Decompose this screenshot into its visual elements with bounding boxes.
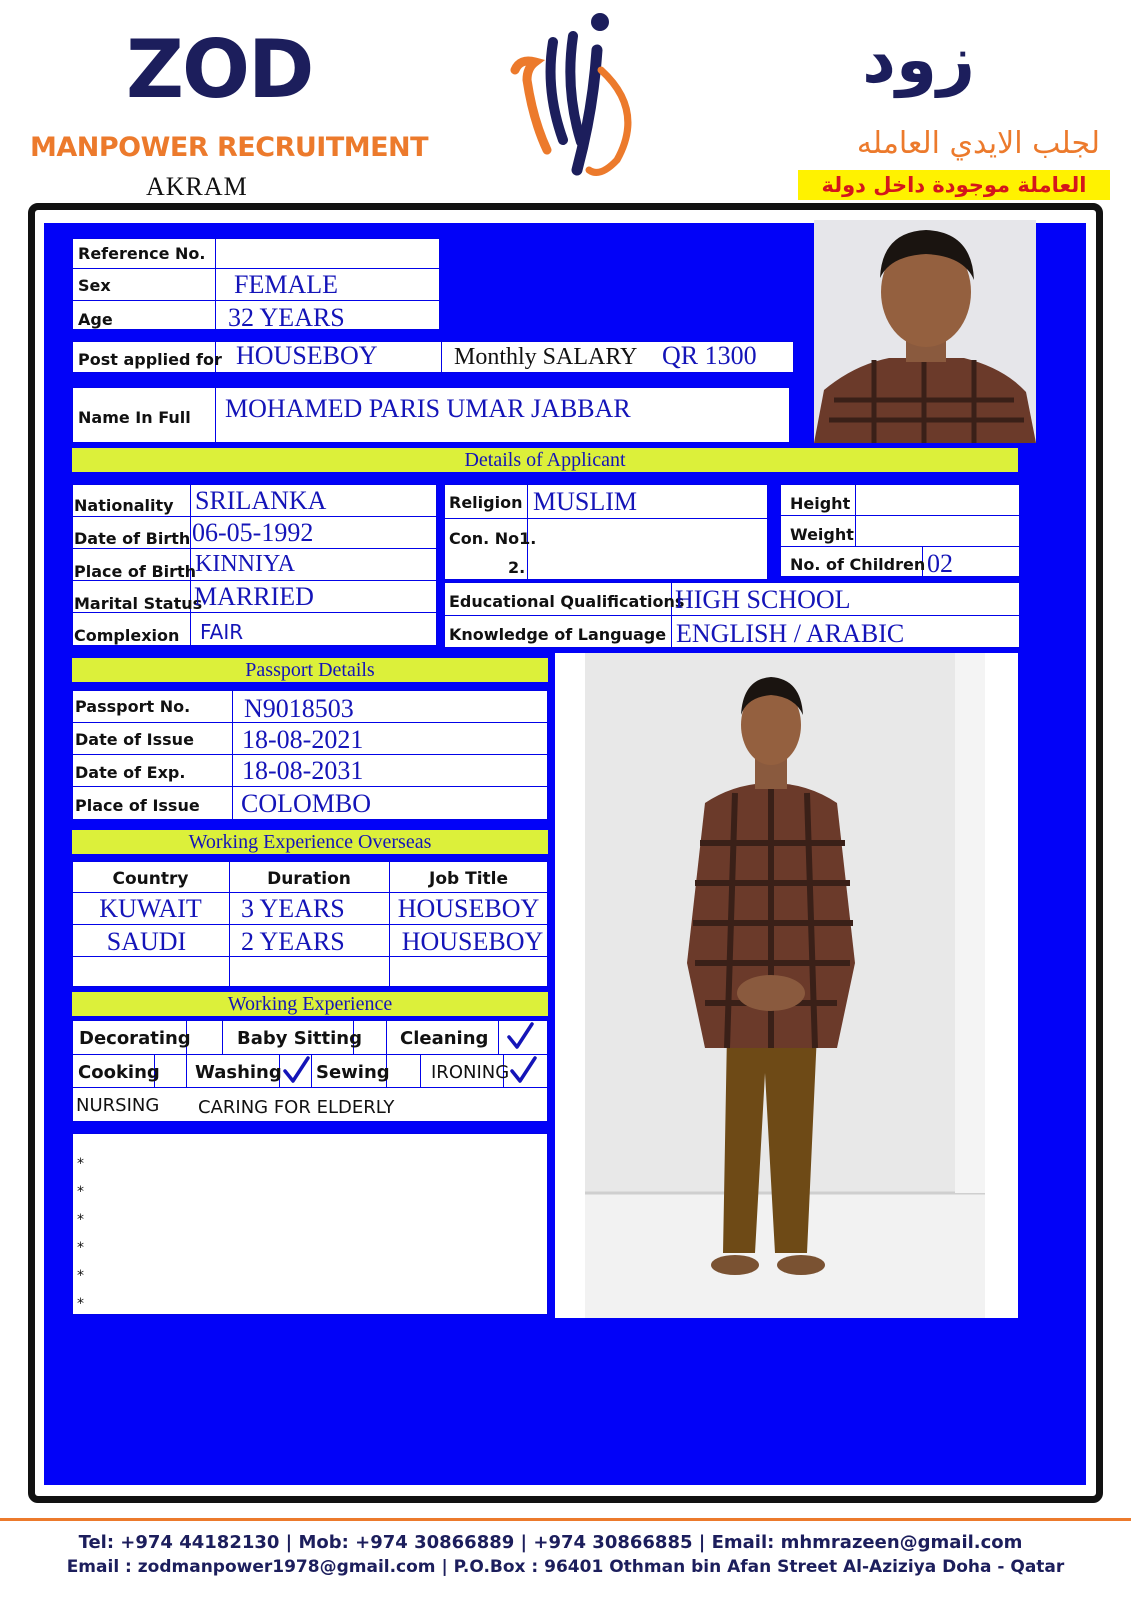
name-label: Name In Full	[78, 408, 191, 427]
applicant-portrait-photo	[814, 220, 1036, 443]
religion-value: MUSLIM	[533, 487, 638, 516]
education-value: HIGH SCHOOL	[675, 585, 851, 614]
arabic-availability-notice: العاملة موجودة داخل دولة	[798, 170, 1110, 200]
overseas-row1-country: KUWAIT	[99, 894, 202, 923]
passport-no-label: Passport No.	[75, 697, 191, 716]
post-value: HOUSEBOY	[236, 341, 378, 370]
skill-cleaning: Cleaning	[400, 1028, 489, 1049]
overseas-header-duration: Duration	[267, 869, 351, 889]
footer-address-line: Email : zodmanpower1978@gmail.com | P.O.Box : 96401 Othman bin Afan Street Al-Aziziya Doha - Qatar	[66, 1557, 1065, 1577]
salary-label: Monthly SALARY	[454, 344, 638, 370]
applicant-full-photo	[555, 653, 1018, 1318]
overseas-row2-job: HOUSEBOY	[401, 927, 544, 956]
note-item: *	[77, 1296, 84, 1312]
pob-value: KINNIYA	[195, 551, 295, 577]
religion-label: Religion	[449, 493, 523, 512]
skill-washing: Washing	[195, 1062, 282, 1083]
sex-label: Sex	[78, 276, 111, 295]
cleaning-check-icon	[506, 1022, 534, 1050]
height-label: Height	[790, 494, 851, 513]
footer-divider	[0, 1518, 1131, 1521]
note-item: *	[77, 1156, 84, 1172]
contact1-label: Con. No1.	[449, 529, 537, 548]
expiry-date-value: 18-08-2031	[242, 756, 364, 785]
notes-box	[72, 1133, 548, 1315]
passport-section-title: Passport Details	[72, 658, 548, 682]
skill-baby-sitting: Baby Sitting	[237, 1028, 362, 1049]
note-item: *	[77, 1184, 84, 1200]
children-label: No. of Children	[790, 555, 926, 574]
skill-sewing: Sewing	[316, 1062, 390, 1083]
marital-label: Marital Status	[74, 594, 203, 613]
education-label: Educational Qualifications	[449, 592, 685, 611]
overseas-section-title: Working Experience Overseas	[72, 830, 548, 854]
expiry-date-label: Date of Exp.	[75, 763, 186, 782]
arabic-tagline: لجلب الايدي العامله	[856, 126, 1100, 161]
passport-no-value: N9018503	[244, 694, 354, 723]
note-item: *	[77, 1212, 84, 1228]
contact2-label: 2.	[508, 558, 526, 577]
note-item: *	[77, 1240, 84, 1256]
post-label: Post applied for	[78, 350, 222, 369]
sex-value: FEMALE	[234, 270, 338, 299]
language-value: ENGLISH / ARABIC	[676, 619, 905, 648]
age-label: Age	[78, 310, 113, 329]
weight-label: Weight	[790, 525, 854, 544]
pob-label: Place of Birth	[74, 562, 197, 581]
marital-value: MARRIED	[194, 582, 314, 611]
overseas-row1-duration: 3 YEARS	[241, 894, 345, 923]
issue-date-label: Date of Issue	[75, 730, 194, 749]
overseas-row2-duration: 2 YEARS	[241, 927, 345, 956]
washing-check-icon	[282, 1056, 310, 1084]
overseas-row1-job: HOUSEBOY	[397, 894, 540, 923]
experience-section-title: Working Experience	[72, 992, 548, 1016]
salary-value: QR 1300	[662, 341, 757, 370]
overseas-header-country: Country	[112, 869, 189, 889]
dob-label: Date of Birth	[74, 529, 191, 548]
name-value: MOHAMED PARIS UMAR JABBAR	[225, 394, 631, 423]
issue-place-label: Place of Issue	[75, 796, 200, 815]
children-value: 02	[927, 549, 953, 578]
complexion-value: FAIR	[200, 620, 244, 644]
dob-value: 06-05-1992	[192, 518, 314, 547]
age-value: 32 YEARS	[228, 303, 345, 332]
reference-label: Reference No.	[78, 244, 206, 263]
company-logo-text: ZOD	[126, 23, 313, 116]
skill-caring-elderly: CARING FOR ELDERLY	[198, 1097, 395, 1118]
nationality-label: Nationality	[74, 496, 174, 515]
skill-ironing: IRONING	[431, 1062, 510, 1083]
issue-date-value: 18-08-2021	[242, 725, 364, 754]
language-label: Knowledge of Language	[449, 625, 667, 644]
arabic-brand-logo: زود	[862, 21, 975, 98]
skill-decorating: Decorating	[79, 1028, 191, 1049]
overseas-row2-country: SAUDI	[106, 927, 187, 956]
skill-cooking: Cooking	[78, 1062, 160, 1083]
issue-place-value: COLOMBO	[241, 789, 372, 818]
skill-nursing: NURSING	[76, 1095, 160, 1116]
note-item: *	[77, 1268, 84, 1284]
brand-figure-icon	[505, 10, 645, 185]
overseas-header-job: Job Title	[429, 869, 508, 889]
details-section-title: Details of Applicant	[72, 448, 1018, 472]
ironing-check-icon	[509, 1056, 537, 1084]
agent-name: AKRAM	[146, 172, 248, 201]
complexion-label: Complexion	[74, 626, 180, 645]
footer-contact-line: Tel: +974 44182130 | Mob: +974 30866889 | +974 30866885 | Email: mhmrazeen@gmail.com	[78, 1532, 1023, 1553]
nationality-value: SRILANKA	[195, 486, 327, 515]
company-subtitle: MANPOWER RECRUITMENT	[30, 132, 429, 163]
